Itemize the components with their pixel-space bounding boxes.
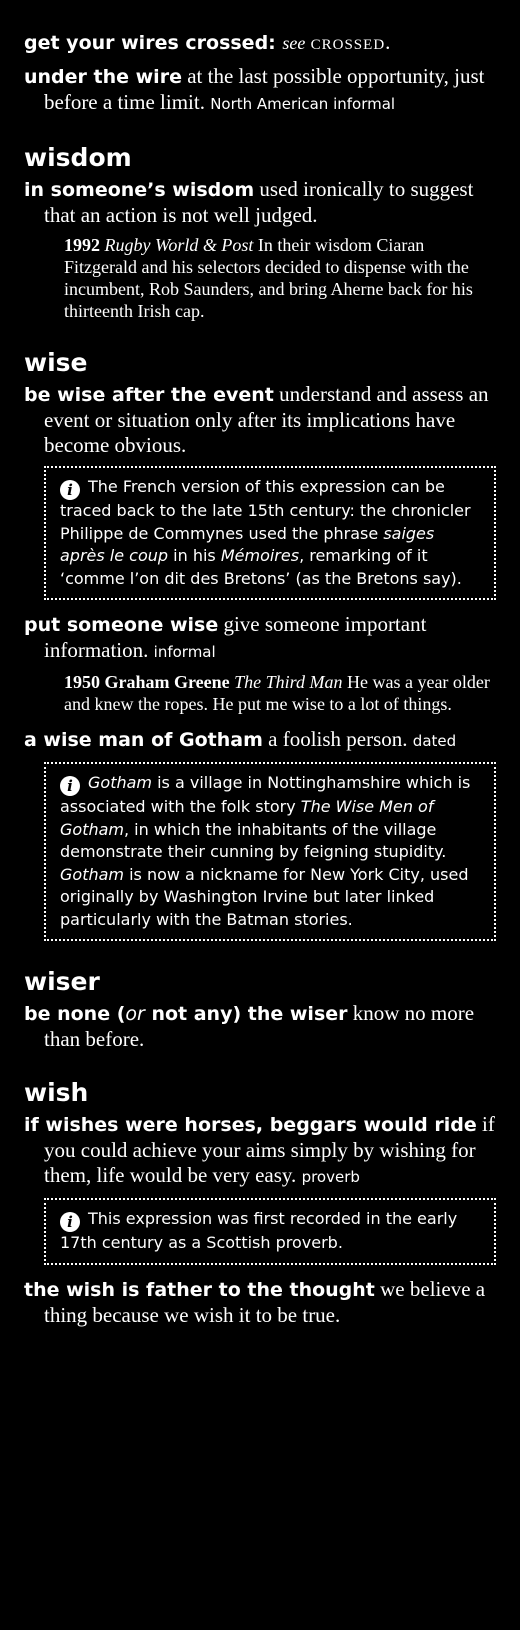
note-italic: saiges après le coup — [60, 523, 435, 565]
info-note — [44, 1198, 496, 1265]
quotation — [64, 234, 496, 322]
quote-year: 1950 — [64, 672, 100, 692]
entry-be-none-the-wiser — [24, 1001, 496, 1052]
cross-ref-see: see — [282, 33, 306, 53]
definition: we believe a thing because we wish it to be true. — [44, 1276, 486, 1327]
info-note — [44, 762, 496, 941]
phrase: if wishes were horses, beggars would ride — [24, 1114, 477, 1136]
note-italic: The Wise Men of Gotham — [60, 797, 434, 839]
definition: a foolish person. — [262, 727, 413, 751]
definition: give someone important information. — [44, 612, 427, 662]
quote-source: Rugby World & Post — [104, 235, 254, 255]
note-text: in his — [168, 546, 221, 565]
info-note — [44, 466, 496, 600]
entry-under-the-wire — [24, 64, 496, 117]
note-italic: Gotham — [60, 864, 124, 884]
phrase: the wish is father to the thought — [24, 1278, 375, 1301]
phrase: be none ( — [24, 1003, 126, 1025]
phrase: not any) the wiser — [144, 1003, 348, 1025]
definition: know no more than before. — [44, 1001, 475, 1051]
phrase: put someone wise — [24, 614, 219, 636]
definition: used ironically to suggest that an action is not well judged. — [44, 177, 474, 227]
entry-the-wish-is-father — [24, 1277, 496, 1328]
note-text: is a village in Nottinghamshire which is associated with the folk story — [60, 773, 471, 816]
note-text: The French version of this expression can be traced back to the late 15th century: the chronicler Philippe de Commynes used the phrase — [60, 477, 471, 543]
colon: : — [268, 32, 283, 54]
period: . — [385, 30, 391, 54]
definition: if you could achieve your aims simply by wishing for them, life would be very easy. — [44, 1112, 495, 1187]
note-text: , in which the inhabitants of the village demonstrate their cunning by feigning stupidity. — [60, 819, 447, 861]
info-icon: i — [60, 776, 80, 796]
definition: understand and assess an event or situation only after its implications have become obvious. — [44, 382, 489, 457]
quote-text: In their wisdom Ciaran Fitzgerald and his selectors decided to dispense with the incumbent, Rob Saunders, and bring Aherne back for his thirteenth Irish cap. — [64, 235, 473, 321]
note-italic: Mémoires — [220, 546, 300, 565]
phrase: in someone’s wisdom — [24, 179, 255, 201]
quotation — [64, 671, 496, 715]
cross-ref-target[interactable]: CROSSED — [310, 37, 386, 53]
usage-label: informal — [153, 643, 216, 661]
phrase: under the wire — [24, 66, 182, 88]
note-text: , remarking of it ‘comme l’on dit des Bretons’ (as the Bretons say). — [60, 546, 462, 588]
entry-be-wise-after-the-event — [24, 382, 496, 458]
quote-text: He was a year older and knew the ropes. He put me wise to a lot of things. — [64, 672, 490, 714]
headword-wish: wish — [24, 1078, 89, 1107]
usage-label: North American informal — [210, 95, 396, 113]
headword-wiser: wiser — [24, 967, 100, 996]
note-italic: Gotham — [88, 773, 152, 792]
quote-author: Graham Greene — [104, 672, 230, 692]
entry-a-wise-man-of-gotham — [24, 727, 496, 754]
entry-put-someone-wise — [24, 612, 496, 665]
headword-wisdom: wisdom — [24, 143, 132, 172]
quote-source: The Third Man — [234, 672, 343, 692]
phrase: be wise after the event — [24, 384, 274, 406]
usage-label: proverb — [301, 1168, 360, 1186]
entry-if-wishes-were-horses — [24, 1112, 496, 1190]
phrase-or: or — [125, 1003, 145, 1025]
phrase: a wise man of Gotham — [24, 729, 263, 751]
entry-in-someones-wisdom — [24, 177, 496, 228]
definition: at the last possible opportunity, just before a time limit. — [44, 64, 485, 114]
entry-get-your-wires-crossed — [24, 30, 496, 58]
info-icon: i — [60, 480, 80, 500]
note-text: This expression was first recorded in the early 17th century as a Scottish proverb. — [60, 1209, 458, 1252]
phrase: get your wires crossed — [24, 32, 269, 54]
info-icon: i — [60, 1212, 80, 1232]
note-text: is now a nickname for New York City, used originally by Washington Irvine but later linked particularly with the Batman stories. — [60, 864, 469, 929]
headword-wise: wise — [24, 348, 88, 377]
quote-year: 1992 — [64, 235, 100, 255]
usage-label: dated — [412, 732, 457, 750]
